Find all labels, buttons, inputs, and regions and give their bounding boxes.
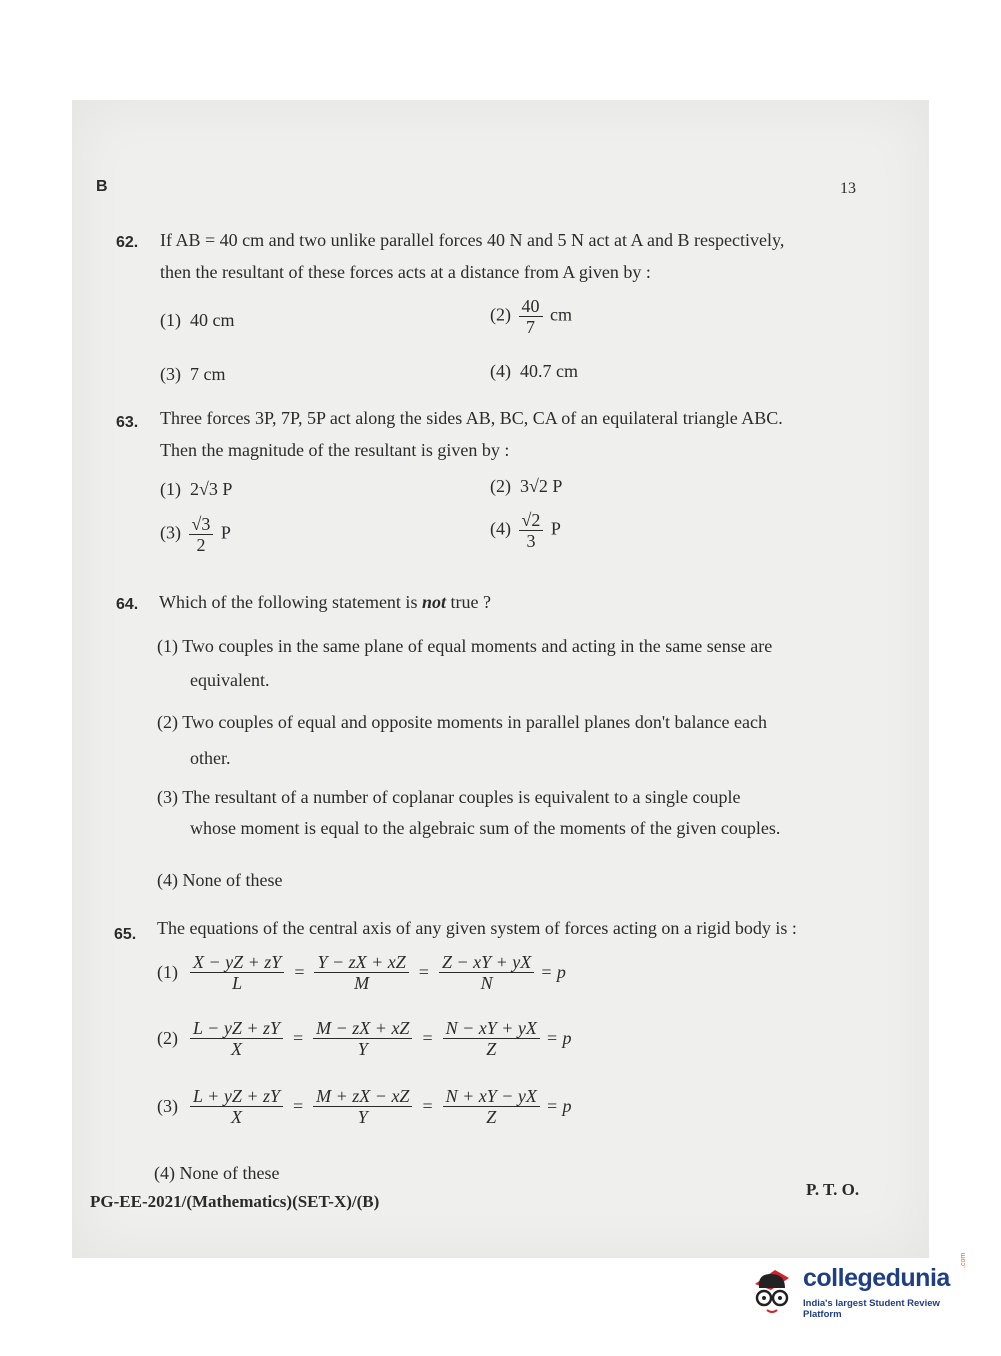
option-3 xyxy=(157,1086,572,1127)
fraction xyxy=(519,296,543,337)
option-unit: P xyxy=(220,522,231,543)
option-label: (4) xyxy=(154,1163,175,1183)
equals-sign: = xyxy=(422,1028,433,1048)
option-4 xyxy=(490,361,578,382)
page-number: 13 xyxy=(840,180,856,197)
option-text: 2√3 P xyxy=(190,479,233,499)
brand-suffix: .com xyxy=(960,1252,967,1268)
option-label: (1) xyxy=(160,310,181,330)
numerator: M + zX − xZ xyxy=(313,1086,412,1107)
numerator: 40 xyxy=(519,296,543,317)
fraction xyxy=(313,1018,412,1059)
pto-label: P. T. O. xyxy=(806,1180,860,1199)
set-label: B xyxy=(96,178,108,195)
option-2 xyxy=(157,712,767,733)
denominator: N xyxy=(480,973,493,993)
option-1 xyxy=(157,636,772,657)
option-3 xyxy=(160,364,226,385)
question-text: Then the magnitude of the resultant is given by : xyxy=(160,440,510,460)
denominator: M xyxy=(354,973,370,993)
question-text: If AB = 40 cm and two unlike parallel forces 40 N and 5 N act at A and B respectively, xyxy=(160,230,785,250)
fraction xyxy=(443,1086,540,1127)
numerator: Y − zX + xZ xyxy=(314,952,408,973)
fraction xyxy=(190,1086,283,1127)
rhs: = p xyxy=(545,1028,572,1048)
fraction xyxy=(189,514,214,555)
option-text: 7 cm xyxy=(190,364,226,384)
numerator: L + yZ + zY xyxy=(190,1086,283,1107)
option-4 xyxy=(157,870,282,891)
fraction xyxy=(190,952,284,993)
option-label: (1) xyxy=(157,962,178,982)
option-text: 3√2 P xyxy=(520,476,563,496)
fraction xyxy=(443,1018,540,1059)
question-text: Three forces 3P, 7P, 5P act along the sides AB, BC, CA of an equilateral triangle ABC. xyxy=(160,408,783,428)
numerator: X − yZ + zY xyxy=(190,952,284,973)
numerator: L − yZ + zY xyxy=(190,1018,283,1039)
option-2 xyxy=(490,476,562,497)
option-text: None of these xyxy=(182,870,283,890)
denominator: Y xyxy=(357,1107,368,1127)
brand-name: collegedunia xyxy=(803,1264,950,1292)
collegedunia-logo xyxy=(745,1252,975,1322)
option-text: The resultant of a number of coplanar couples is equivalent to a single couple xyxy=(182,787,741,807)
question-text: The equations of the central axis of any given system of forces acting on a rigid body is : xyxy=(157,918,797,938)
numerator: Z − xY + yX xyxy=(439,952,534,973)
denominator: Y xyxy=(357,1039,368,1059)
option-label: (3) xyxy=(160,364,181,384)
brand-tagline: India's largest Student Review Platform xyxy=(803,1298,940,1320)
fraction xyxy=(314,952,408,993)
paper-code: PG-EE-2021/(Mathematics)(SET-X)/(B) xyxy=(90,1192,380,1211)
fraction xyxy=(313,1086,412,1127)
option-label: (3) xyxy=(160,522,181,543)
option-label: (2) xyxy=(157,1028,178,1048)
numerator: N + xY − yX xyxy=(443,1086,540,1107)
emphasis: not xyxy=(421,592,446,612)
option-label: (4) xyxy=(157,870,178,890)
numerator: M − zX + xZ xyxy=(313,1018,412,1039)
option-label: (4) xyxy=(490,518,511,539)
question-number: 64. xyxy=(116,596,139,613)
fraction xyxy=(439,952,534,993)
denominator: X xyxy=(231,1039,242,1059)
question-number: 65. xyxy=(114,926,137,943)
option-3 xyxy=(160,514,231,555)
option-label: (4) xyxy=(490,361,511,381)
question-text-part: Which of the following statement is xyxy=(159,592,422,612)
option-text-cont: whose moment is equal to the algebraic sum of the moments of the given couples. xyxy=(190,818,781,838)
numerator: N − xY + yX xyxy=(443,1018,540,1039)
denominator: 3 xyxy=(526,531,536,551)
question-text xyxy=(159,592,491,613)
equals-sign: = xyxy=(418,962,429,982)
option-1 xyxy=(157,952,566,993)
option-label: (3) xyxy=(157,1096,178,1116)
numerator: √2 xyxy=(519,510,544,531)
option-label: (2) xyxy=(490,476,511,496)
option-label: (2) xyxy=(490,304,511,325)
option-1 xyxy=(160,310,235,331)
mascot-icon xyxy=(745,1262,801,1318)
option-4 xyxy=(490,510,561,551)
option-text: Two couples of equal and opposite moments in parallel planes don't balance each xyxy=(182,712,767,732)
option-text: None of these xyxy=(179,1163,280,1183)
denominator: X xyxy=(231,1107,242,1127)
option-2 xyxy=(490,296,572,337)
denominator: 2 xyxy=(196,535,206,555)
denominator: Z xyxy=(486,1039,497,1059)
question-text: then the resultant of these forces acts at a distance from A given by : xyxy=(160,262,651,282)
equals-sign: = xyxy=(293,1028,304,1048)
equals-sign: = xyxy=(422,1096,433,1116)
option-text: Two couples in the same plane of equal moments and acting in the same sense are xyxy=(182,636,773,656)
fraction xyxy=(519,510,544,551)
rhs: = p xyxy=(540,962,566,982)
question-number: 62. xyxy=(116,234,139,251)
equals-sign: = xyxy=(293,1096,304,1116)
option-text: 40 cm xyxy=(190,310,235,330)
option-1 xyxy=(160,479,232,500)
fraction xyxy=(190,1018,283,1059)
option-unit: P xyxy=(550,518,561,539)
option-label: (2) xyxy=(157,712,178,732)
equals-sign: = xyxy=(294,962,305,982)
option-unit: cm xyxy=(550,304,572,325)
denominator: 7 xyxy=(526,317,535,337)
option-label: (1) xyxy=(157,636,178,656)
rhs: = p xyxy=(545,1096,572,1116)
numerator: √3 xyxy=(189,514,214,535)
option-2 xyxy=(157,1018,572,1059)
option-text-cont: equivalent. xyxy=(190,670,270,690)
option-label: (1) xyxy=(160,479,181,499)
option-text-cont: other. xyxy=(190,748,231,768)
question-number: 63. xyxy=(116,414,139,431)
denominator: Z xyxy=(486,1107,497,1127)
denominator: L xyxy=(232,973,243,993)
option-label: (3) xyxy=(157,787,178,807)
option-text: 40.7 cm xyxy=(520,361,578,381)
option-4 xyxy=(154,1163,279,1184)
option-3 xyxy=(157,787,741,808)
question-text-part: true ? xyxy=(445,592,491,612)
